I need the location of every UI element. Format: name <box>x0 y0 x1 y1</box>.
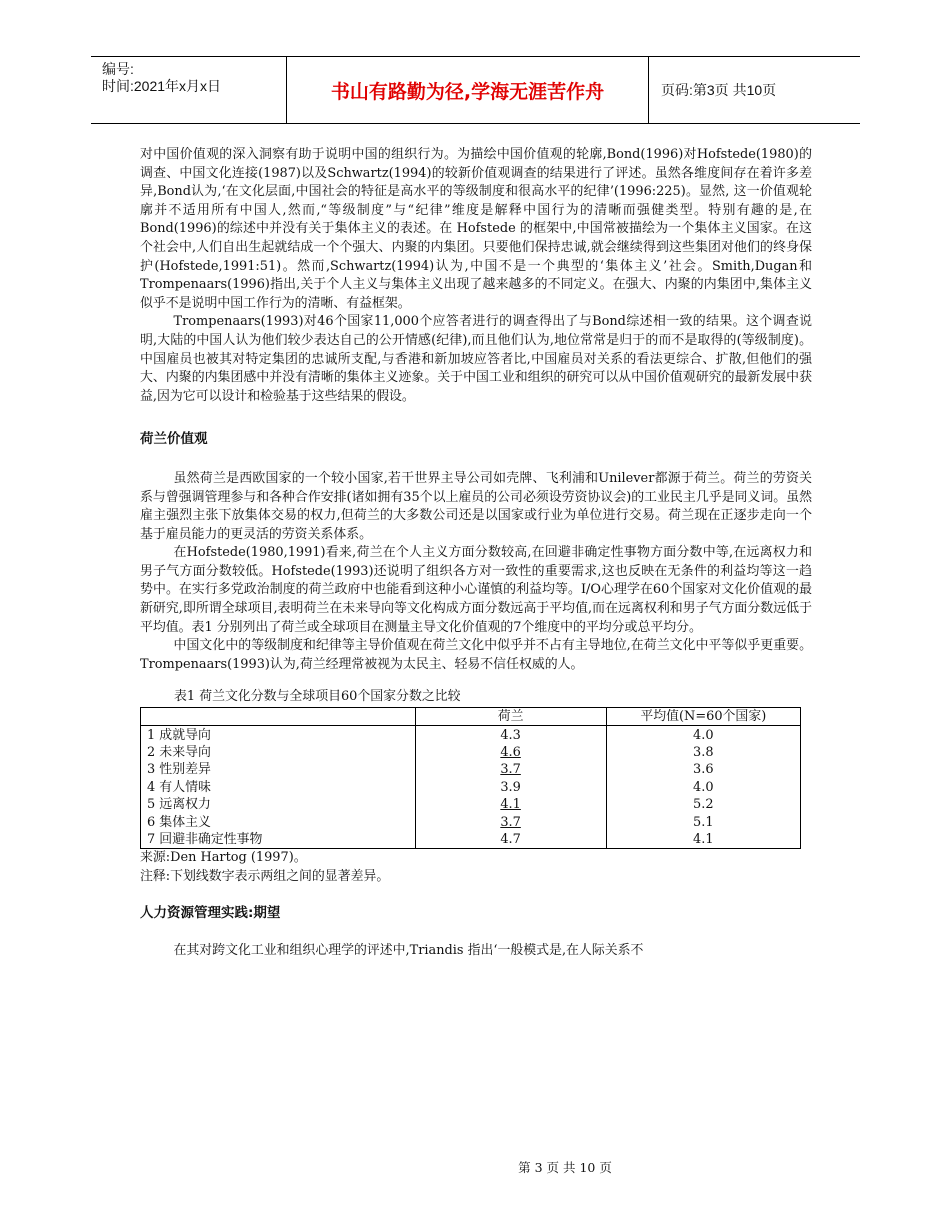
paragraph: 中国文化中的等级制度和纪律等主导价值观在荷兰文化中似乎并不占有主导地位,在荷兰文化中平等似乎更重要。Trompenaars(1993)认为,荷兰经理常被视为太民主、轻易不信任权威的人。 <box>140 638 812 672</box>
header-meta <box>91 57 287 123</box>
paragraph: 在Hofstede(1980,1991)看来,荷兰在个人主义方面分数较高,在回避非确定性事物方面分数中等,在远离权力和男子气方面分数较低。Hofstede(1993)还说明了组织各方对一致性的重要需求,这也反映在无条件的利益均等这一趋势中。在实行多党政治制度的荷兰政府中也能看到这种小心谨慎的利益均等。I/O心理学在60个国家对文化价值观的最新研究,即所谓全球项目,表明荷兰在未来导向等文化构成方面分数远高于平均值,而在远离权利和男子气方面分数远低于平均值。表1 分别列出了荷兰或全球项目在测量主导文化价值观的7个维度中的平均分或总平均分。 <box>140 545 812 635</box>
table-row <box>141 813 801 830</box>
table-source: 来源:Den Hartog (1997)。 <box>140 850 307 866</box>
dimension-cell: 4 有人情味 <box>141 779 416 796</box>
header-cell-avg: 平均值(N=60个国家) <box>606 708 800 726</box>
dimension-cell: 7 回避非确定性事物 <box>141 831 416 849</box>
significant-score: 4.1 <box>500 797 521 813</box>
comparison-table <box>140 707 801 849</box>
paragraph: 虽然荷兰是西欧国家的一个较小国家,若干世界主导公司如壳牌、飞利浦和Unilever都源于荷兰。荷兰的劳资关系与曾强调管理参与和各种合作安排(诸如拥有35个以上雇员的公司必须设劳资协议会)的工业民主几乎是同义词。虽然雇主强烈主张下放集体交易的权力,但荷兰的大多数公司还是以国家或行业为单位进行交易。荷兰现在正逐步走向一个基于雇员能力的更灵活的劳资关系体系。 <box>140 470 812 542</box>
nl-score-cell <box>415 813 606 830</box>
table-row <box>141 744 801 761</box>
nl-score-cell: 4.3 <box>415 726 606 744</box>
dimension-cell: 3 性别差异 <box>141 761 416 778</box>
significant-score: 3.7 <box>500 762 521 778</box>
avg-score-cell: 4.1 <box>606 831 800 849</box>
table-row <box>141 796 801 813</box>
table-header-row <box>141 708 801 726</box>
avg-score-cell: 5.1 <box>606 813 800 830</box>
nl-score-cell: 3.9 <box>415 779 606 796</box>
page-header <box>91 56 860 124</box>
table-caption: 表1 荷兰文化分数与全球项目60个国家分数之比较 <box>174 689 461 705</box>
header-motto: 书山有路勤为径,学海无涯苦作舟 <box>287 57 649 123</box>
paragraph: Trompenaars(1993)对46个国家11,000个应答者进行的调查得出了与Bond综述相一致的结果。这个调查说明,大陆的中国人认为他们较少表达自己的公开情感(纪律),而且他们认为,地位常常是归于的而不是取得的(等级制度)。中国雇员也被其对特定集团的忠诚所支配,与香港和新加坡应答者比,中国雇员对关系的看法更综合、扩散,但他们的强大、内聚的内集团感中并没有清晰的集体主义迹象。关于中国工业和组织的研究可以从中国价值观研究的最新发展中获益,因为它可以设计和检验基于这些结果的假设。 <box>140 314 812 404</box>
table-row <box>141 761 801 778</box>
section-heading: 荷兰价值观 <box>140 431 208 448</box>
dimension-cell: 2 未来导向 <box>141 744 416 761</box>
table-note: 注释:下划线数字表示两组之间的显著差异。 <box>140 868 390 884</box>
dimension-cell: 5 远离权力 <box>141 796 416 813</box>
header-cell-empty <box>141 708 416 726</box>
avg-score-cell: 5.2 <box>606 796 800 813</box>
dimension-cell: 6 集体主义 <box>141 813 416 830</box>
page-footer: 第 3 页 共 10 页 <box>518 1160 612 1175</box>
time-label: 时间:2021年x月x日 <box>102 78 222 94</box>
nl-score-cell <box>415 744 606 761</box>
paragraph: 在其对跨文化工业和组织心理学的评述中,Triandis 指出‘一般模式是,在人际关系不 <box>173 942 644 958</box>
dimension-cell: 1 成就导向 <box>141 726 416 744</box>
document-body <box>140 146 812 961</box>
header-cell-nl: 荷兰 <box>415 708 606 726</box>
nl-score-cell <box>415 796 606 813</box>
significant-score: 3.7 <box>500 814 521 830</box>
table-row <box>141 779 801 796</box>
avg-score-cell: 4.0 <box>606 779 800 796</box>
avg-score-cell: 3.8 <box>606 744 800 761</box>
avg-score-cell: 4.0 <box>606 726 800 744</box>
nl-score-cell <box>415 761 606 778</box>
header-page-label: 页码:第3页 共10页 <box>661 82 777 98</box>
paragraph: 对中国价值观的深入洞察有助于说明中国的组织行为。为描绘中国价值观的轮廓,Bond(1996)对Hofstede(1980)的调查、中国文化连接(1987)以及Schwartz(1994)的较新价值观调查的结果进行了评述。虽然各维度间存在着许多差异,Bond认为,‘在文化层面,中国社会的特征是高水平的等级制度和很高水平的纪律’(1996:225)。显然, 这一价值观轮廓并不适用所有中国人,然而,“等级制度”与“纪律”维度是解释中国行为的清晰而强健类型。特别有趣的是,在 Bond(1996)的综述中并没有关于集体主义的表述。在 Hofstede 的框架中,中国常被描绘为一个集体主义国家。在这个社会中,人们自出生起就结成一个个强大、内聚的内集团。只要他们保持忠诚,就会继续得到这些集团对他们的终身保护(Hofstede,1991:51)。然而,Schwartz(1994)认为,中国不是一个典型的‘集体主义’社会。Smith,Dugan和 Trompenaars(1996)指出,关于个人主义与集体主义出现了越来越多的不同定义。在强大、内聚的内集团中,集体主义似乎不是说明中国工作行为的清晰、有益框架。 <box>140 147 812 311</box>
significant-score: 4.6 <box>500 745 521 760</box>
table-row <box>141 831 801 849</box>
table-row <box>141 726 801 744</box>
section-heading: 人力资源管理实践:期望 <box>140 905 281 922</box>
avg-score-cell: 3.6 <box>606 761 800 778</box>
number-label: 编号: <box>102 61 134 77</box>
nl-score-cell: 4.7 <box>415 831 606 849</box>
